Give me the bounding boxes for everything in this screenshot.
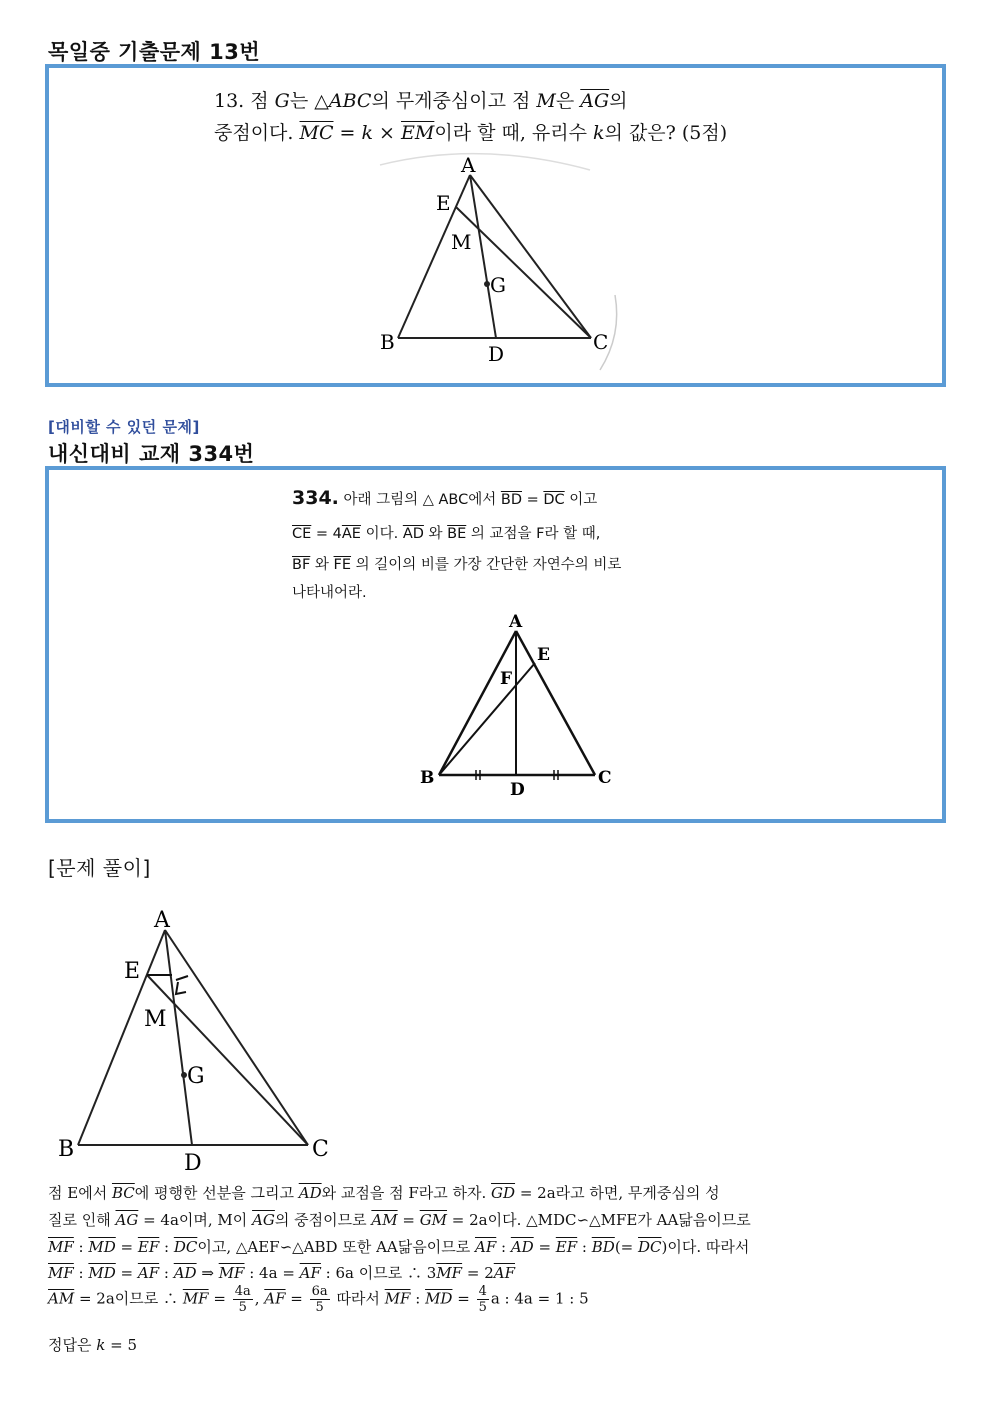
solution-line2: 질로 인해 $\overline{AG} = 4a$이며, M이 $\overline{AG}$의 중점이므로 $\overline{AM} = \overline{GM} = 2a$이다. △MDC∽△MFE가 AA닮음이므로 [48,1211,751,1229]
problem1-line1: 13. 점 G는 △ABC의 무게중심이고 점 M은 $\overline{AG}$의 [214,90,628,112]
solution-line3: $\overline{MF}$ : $\overline{MD} = \overline{EF}$ : $\overline{DC}$이고, △AEF∽△ABD 또한 AA닮음이므로 $\overline{AF}$ : $\overline{AD} = \overline{EF}$ : $\overline{BD}(= \overline{DC})$이다. 따라서 [48,1238,750,1256]
label-E: E [537,645,550,665]
label-A: A [461,153,476,177]
label-C: C [312,1137,329,1162]
fraction-6a-5: $\frac{6a}{5}$ [311,1284,328,1315]
fraction-4a-5: $\frac{4a}{5}$ [234,1284,251,1315]
solution-line4: $\overline{MF}$ : $\overline{MD} = \overline{AF}$ : $\overline{AD}$ ⇒ $\overline{MF}$ : $4a = \overline{AF}$ : 6a 이므로 ∴ $3\overline{MF} = 2\overline{AF}$ [48,1264,515,1282]
label-A: A [509,612,523,632]
fraction-4-5: $\frac{4}{5}$ [478,1284,487,1315]
solution-title: [문제 풀이] [48,856,151,880]
solution-answer: 정답은 k = 5 [48,1336,137,1354]
solution-line1: 점 E에서 $\overline{BC}$에 평행한 선분을 그리고 $\overline{AD}$와 교점을 점 F라고 하자. $\overline{GD} = 2a$라고 하면, 무게중심의 성 [48,1184,720,1202]
label-G: G [490,273,506,297]
label-G: G [187,1064,205,1089]
label-D: D [488,342,505,366]
label-M: M [144,1007,167,1032]
problem2-line4: 나타내어라. [292,585,367,601]
label-F: F [500,669,513,689]
label-M: M [451,230,472,254]
problem2-line2: $\overline{CE} = 4\overline{AE}$ 이다. $\overline{AD}$ 와 $\overline{BE}$ 의 교점을 F라 할 때, [292,526,601,542]
triangle-figure-2 [410,605,630,805]
label-E: E [124,959,141,984]
problem2-line1: 334. 아래 그림의 △ ABC에서 $\overline{BD} = \overline{DC}$ 이고 [292,487,598,509]
label-E: E [436,191,451,215]
triangle-figure-1 [360,145,630,375]
label-C: C [598,768,612,788]
problem1-line2: 중점이다. $\overline{MC} = k \times \overline{EM}$이라 할 때, 유리수 k의 값은? (5점) [214,122,728,144]
label-C: C [593,330,609,354]
label-B: B [58,1137,75,1162]
prepare-tag: [대비할 수 있던 문제] [48,418,200,436]
solution-line5: $\overline{AM} = 2a$이므로 ∴ $\overline{MF}$ = $\frac{4a}{5}$ , $\overline{AF}$ = $\frac{6a}{5}$ 따라서 $\overline{MF}$ : $\overline{MD}$ = $\frac{4}{5}$ a : 4a = 1 : 5 [48,1284,589,1315]
label-B: B [380,330,395,354]
label-A: A [154,908,170,933]
label-D: D [510,780,525,800]
label-D: D [184,1151,202,1176]
section2-title: 내신대비 교재 334번 [48,442,255,466]
section1-title: 목일중 기출문제 13번 [48,40,261,64]
label-B: B [420,768,435,788]
triangle-figure-3 [50,900,350,1180]
problem2-line3: $\overline{BF}$ 와 $\overline{FE}$ 의 길이의 비를 가장 간단한 자연수의 비로 [292,557,622,573]
